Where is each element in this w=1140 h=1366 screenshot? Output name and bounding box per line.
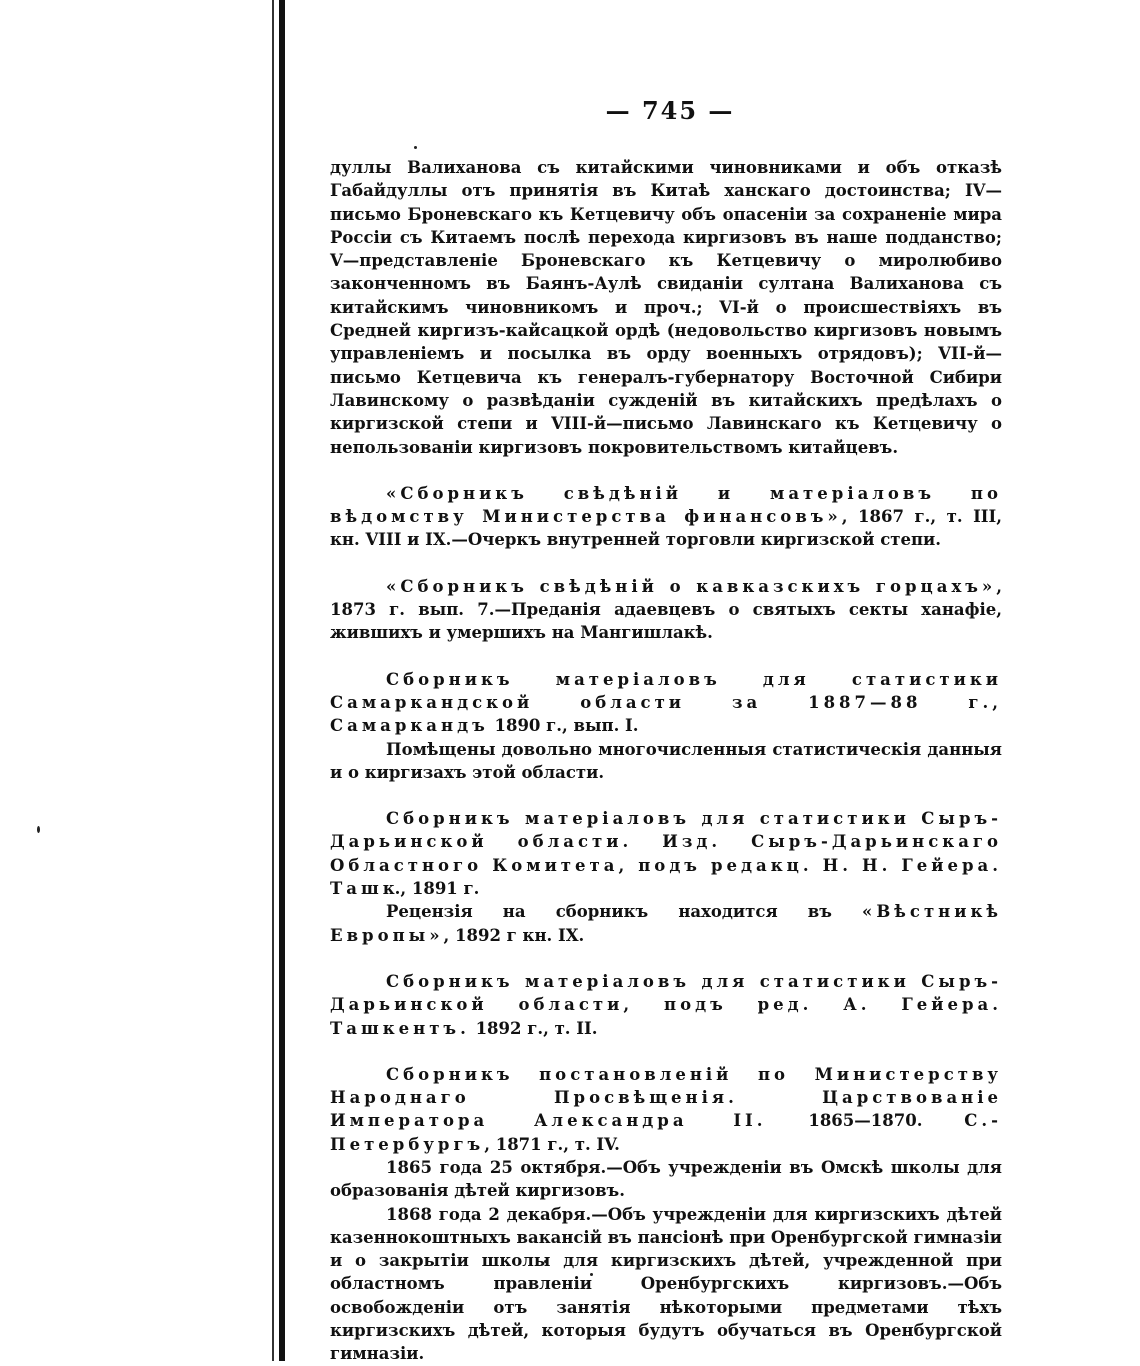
binding-edge-line [279,0,285,1361]
entry-details: , 1871 г., т. IV. [484,1134,620,1154]
bibliography-entry [330,482,1002,552]
scan-speck [37,826,40,833]
entry-note [330,900,1002,947]
entry-note: 1865 года 25 октября.—Объ учрежденіи въ Омскѣ школы для образованія дѣтей киргизовъ. [330,1157,1002,1201]
entry-details: к., 1891 г. [382,879,480,899]
entry-note: Помѣщены довольно многочисленныя статистическія данныя и о киргизахъ этой области. [330,739,1002,782]
entry-title: Сборникъ матеріаловъ для статистики Сыръ-Дарьинской области, подъ ред. А. Гейера. Ташкентъ. [330,971,1002,1038]
entry-details: , 1867 г., т. III, кн. VIII и IX.—Очеркъ внутренней торговли киргизской степи. [330,507,1002,550]
scan-speck [414,146,417,149]
binding-edge-thin-line [272,0,274,1361]
entry-details: , 1873 г. вып. 7.—Преданія адаевцевъ о святыхъ секты ханафіе, жившихъ и умершихъ на Мангишлакѣ. [330,576,1002,643]
note-text: Рецензія на сборникъ находится въ [386,902,863,922]
entry-title: Сборникъ матеріаловъ для статистики Сыръ-Дарьинской области. Изд. Сыръ-Дарьинскаго Областного Комитета, подъ редакц. Н. Н. Гейера. Таш [330,809,1002,899]
entry-details: 1865—1870. [766,1111,965,1131]
note-text: , 1892 г кн. IX. [443,925,585,945]
bibliography-entry [330,1063,1002,1156]
note-journal-title: «Вѣстникѣ Европы» [330,902,1002,945]
entry-title: Сборникъ матеріаловъ для статистики Самаркандской области за 1887—88 г., Самаркандъ [330,669,1002,736]
entry-title: «Сборникъ свѣдѣній и матеріаловъ по вѣдомству Министерства финансовъ» [330,483,1002,527]
bibliography-entry [330,668,1002,738]
page-body [330,156,1002,1366]
entry-place: С.-Петербургъ [330,1111,1002,1154]
entry-title: Сборникъ постановленій по Министерству Народнаго Просвѣщенія. Царствованіе Императора Александра II. [330,1064,1002,1131]
continuation-paragraph: дуллы Валиханова съ китайскими чиновниками и объ отказѣ Габайдуллы отъ принятія въ Китаѣ ханскаго достоинства; IV—письмо Броневскаго къ Кетцевичу объ опасеніи за сохраненіе мира Россіи съ Китаемъ послѣ перехода киргизовъ въ наше подданство; V—представленіе Броневскаго къ Кетцевичу о миролюбиво законченномъ въ Баянъ-Аулѣ свиданіи султана Валиханова съ китайскимъ чиновникомъ и проч.; VI-й о происшествіяхъ въ Средней киргизъ-кайсацкой ордѣ (недовольство киргизовъ новымъ управленіемъ и посылка въ орду военныхъ отрядовъ); VII-й—письмо Кетцевича къ генералъ-губернатору Восточной Сибири Лавинскому о развѣданіи сужденій въ китайскихъ предѣлахъ о киргизской степи и VIII-й—письмо Лавинскаго къ Кетцевичу о непользованіи киргизовъ покровительствомъ китайцевъ. [330,158,1002,457]
entry-note: 1868 года 2 декабря.—Объ учрежденіи для киргизскихъ дѣтей казеннокоштныхъ вакансій въ пансіонѣ при Оренбургской гимназіи и о закрытіи школы для киргизскихъ дѣтей, учрежденной при областномъ правленіи Оренбургскихъ киргизовъ.—Объ освобожденіи отъ занятія нѣкоторыми предметами тѣхъ киргизскихъ дѣтей, которыя будутъ обучаться въ Оренбургской гимназіи. [330,1204,1002,1364]
bibliography-entry [330,807,1002,900]
bibliography-entry [330,970,1002,1040]
bibliography-entry [330,575,1002,645]
page-number: — 745 — [605,96,735,125]
entry-details: 1892 г., т. II. [469,1018,598,1038]
entry-details: 1890 г., вып. I. [488,716,639,736]
entry-title: «Сборникъ свѣдѣній о кавказскихъ горцахъ» [386,576,997,596]
